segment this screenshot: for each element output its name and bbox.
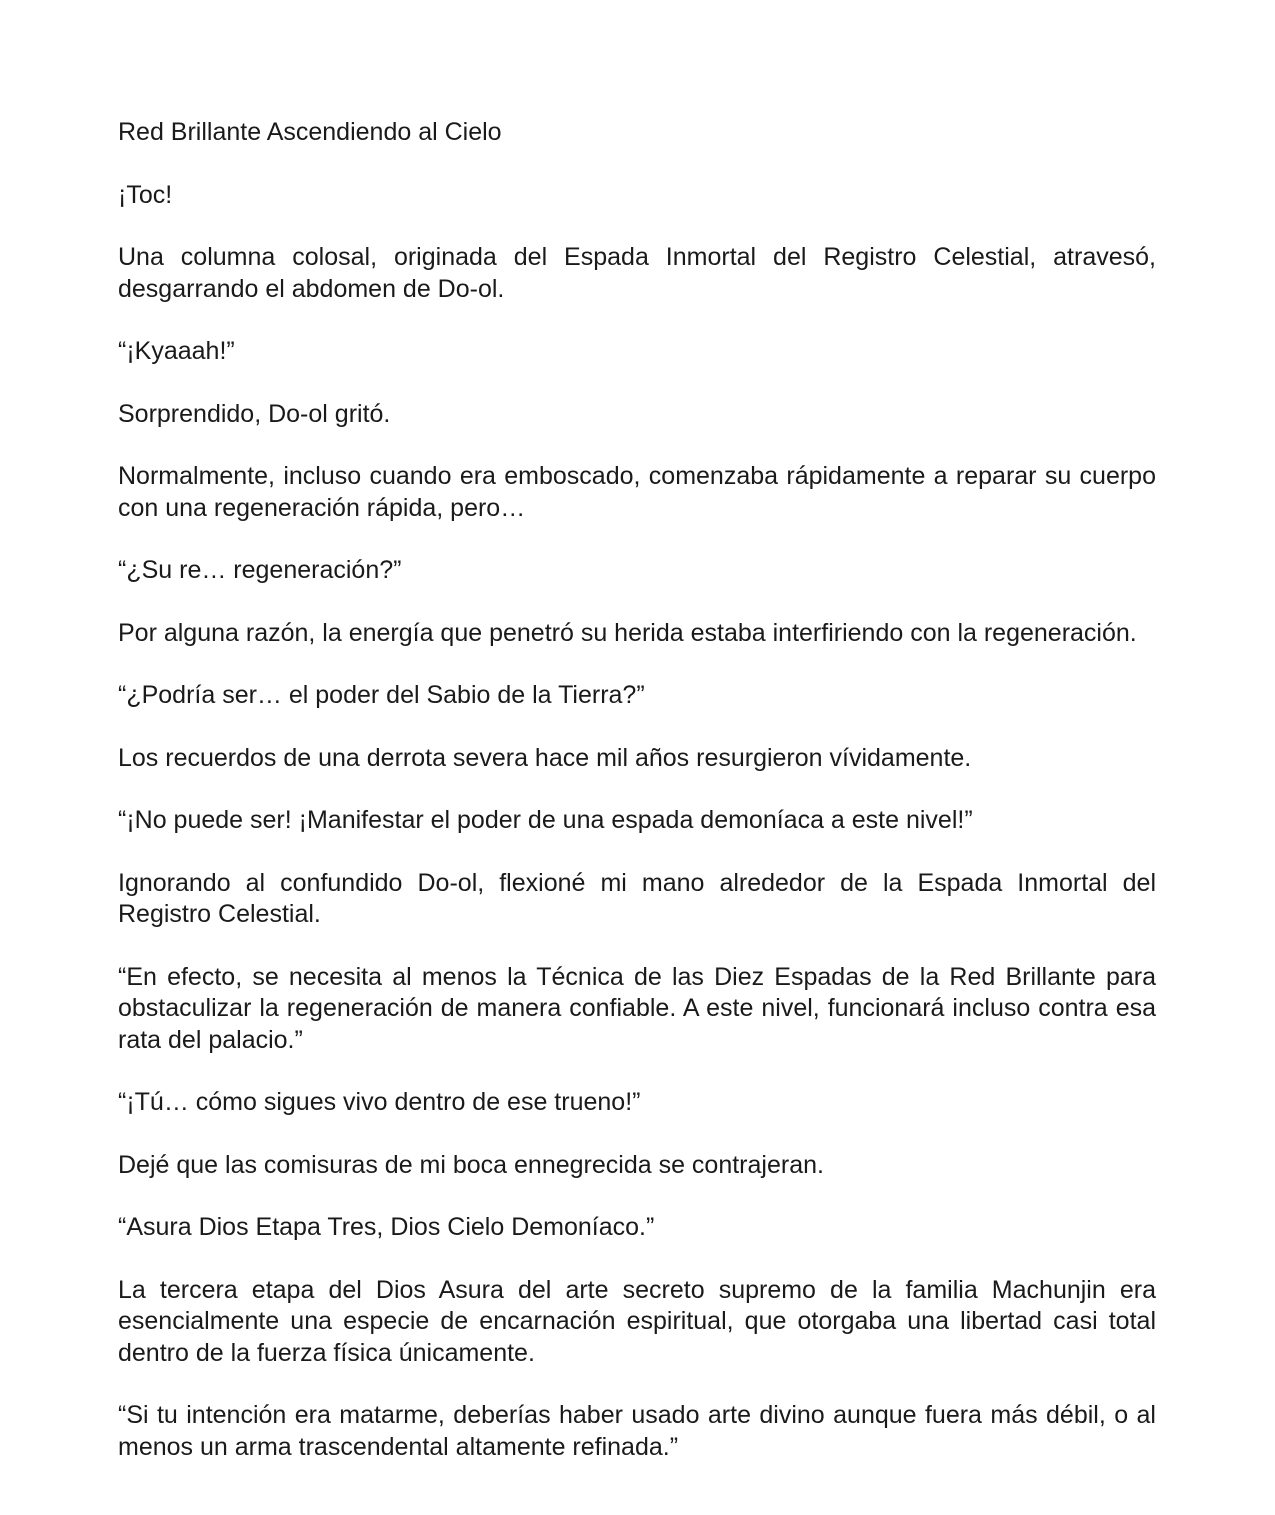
paragraph: Sorprendido, Do-ol gritó. <box>118 399 391 428</box>
paragraph: Por alguna razón, la energía que penetró su herida estaba interfiriendo con la regeneración. <box>118 618 1137 647</box>
paragraph: La tercera etapa del Dios Asura del arte secreto supremo de la familia Machunjin era esencialmente una especie de encarnación espiritual, que otorgaba una libertad casi total dentro de la fuerza física únicamente. <box>118 1275 1156 1367</box>
paragraph: “¡No puede ser! ¡Manifestar el poder de una espada demoníaca a este nivel!” <box>118 806 973 834</box>
paragraph: Normalmente, incluso cuando era emboscado, comenzaba rápidamente a reparar su cuerpo con una regeneración rápida, pero… <box>118 462 1156 522</box>
paragraph: Los recuerdos de una derrota severa hace mil años resurgieron vívidamente. <box>118 743 972 772</box>
paragraph: “¡Kyaaah!” <box>118 337 235 365</box>
chapter-title: Red Brillante Ascendiendo al Cielo <box>118 118 502 146</box>
paragraph: Una columna colosal, originada del Espada Inmortal del Registro Celestial, atravesó, desgarrando el abdomen de Do-ol. <box>118 243 1156 303</box>
paragraph: “¡Tú… cómo sigues vivo dentro de ese trueno!” <box>118 1088 641 1116</box>
paragraph: Dejé que las comisuras de mi boca ennegrecida se contrajeran. <box>118 1150 824 1179</box>
paragraph: ¡Toc! <box>118 180 173 209</box>
paragraph: “Asura Dios Etapa Tres, Dios Cielo Demoníaco.” <box>118 1213 655 1241</box>
document-page <box>118 117 1156 1494</box>
paragraph: “¿Su re… regeneración?” <box>118 556 402 584</box>
paragraph: “Si tu intención era matarme, deberías haber usado arte divino aunque fuera más débil, o al menos un arma trascendental altamente refinada.” <box>118 1401 1156 1461</box>
paragraph: “¿Podría ser… el poder del Sabio de la Tierra?” <box>118 681 645 709</box>
paragraph: “En efecto, se necesita al menos la Técnica de las Diez Espadas de la Red Brillante para obstaculizar la regeneración de manera confiable. A este nivel, funcionará incluso contra esa rata del palacio.” <box>118 962 1156 1054</box>
paragraph: Ignorando al confundido Do-ol, flexioné mi mano alrededor de la Espada Inmortal del Registro Celestial. <box>118 868 1156 928</box>
